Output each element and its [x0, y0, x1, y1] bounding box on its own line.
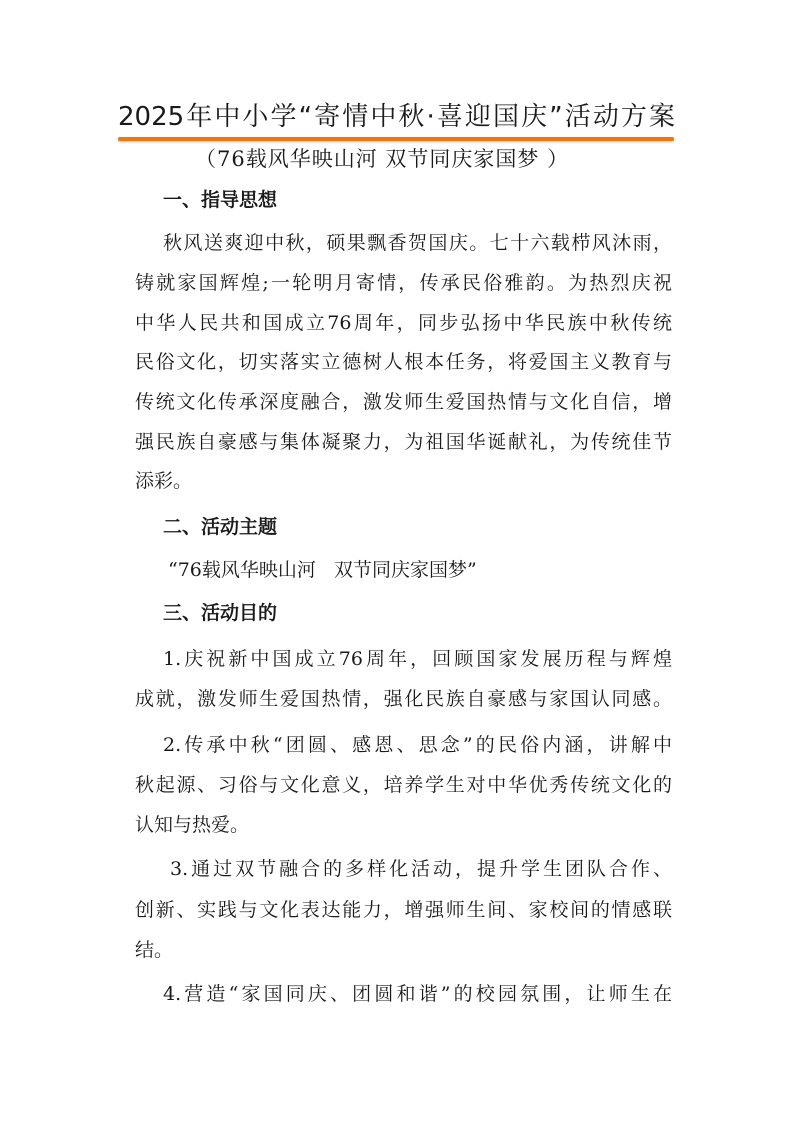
- paragraph-line: 创新、实践与文化表达能力，增强师生间、家校间的情感联: [135, 899, 672, 921]
- paragraph-line: 认知与热爱。: [135, 814, 250, 836]
- section-heading: 一、指导思想: [163, 189, 278, 211]
- paragraph-line: 传统文化传承深度融合，激发师生爱国热情与文化自信，增: [135, 391, 672, 413]
- paragraph-line: 4.营造“家国同庆、团圆和谐”的校园氛围，让师生在: [163, 983, 672, 1005]
- paragraph-line: 秋起源、习俗与文化意义，培养学生对中华优秀传统文化的: [135, 774, 672, 796]
- paragraph-line: 民俗文化，切实落实立德树人根本任务，将爱国主义教育与: [135, 351, 672, 373]
- paragraph-line: 铸就家国辉煌;一轮明月寄情，传承民俗雅韵。为热烈庆祝: [135, 272, 672, 294]
- section-heading: 三、活动目的: [163, 602, 278, 624]
- document-subtitle: （76载风华映山河 双节同庆家国梦 ）: [195, 147, 570, 171]
- paragraph-line: 强民族自豪感与集体凝聚力，为祖国华诞献礼，为传统佳节: [135, 431, 672, 453]
- title-underline: [118, 137, 674, 141]
- paragraph-line: 中华人民共和国成立76周年，同步弘扬中华民族中秋传统: [135, 312, 672, 334]
- document-title: 2025年中小学“寄情中秋·喜迎国庆”活动方案: [118, 102, 675, 132]
- paragraph-line: 结。: [135, 939, 174, 961]
- section-heading: 二、活动主题: [163, 516, 278, 538]
- paragraph-line: 2.传承中秋“团圆、感恩、思念”的民俗内涵，讲解中: [163, 734, 672, 756]
- paragraph-line: 添彩。: [135, 470, 193, 492]
- paragraph-line: 成就，激发师生爱国热情，强化民族自豪感与家国认同感。: [135, 688, 672, 710]
- paragraph-line: 秋风送爽迎中秋，硕果飘香贺国庆。七十六载栉风沐雨，: [163, 232, 672, 254]
- paragraph-line: 3.通过双节融合的多样化活动，提升学生团队合作、: [170, 858, 672, 880]
- theme-line: “76载风华映山河 双节同庆家国梦”: [168, 559, 477, 581]
- paragraph-line: 1.庆祝新中国成立76周年，回顾国家发展历程与辉煌: [163, 648, 672, 670]
